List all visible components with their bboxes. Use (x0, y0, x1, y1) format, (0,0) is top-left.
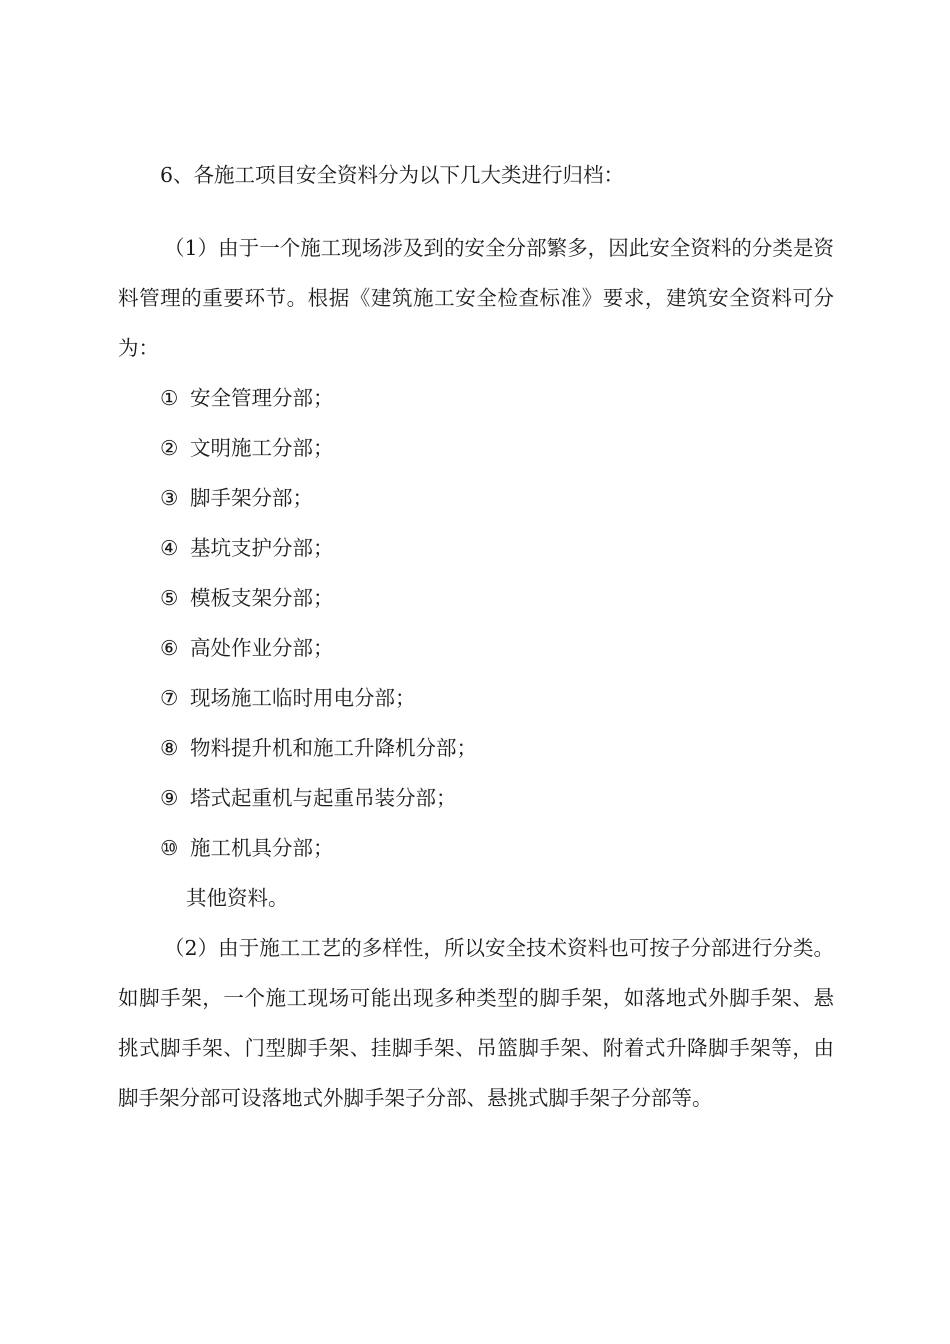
list-item-number: ⑩ (160, 836, 179, 860)
list-item-text: 基坑支护分部； (190, 536, 334, 560)
section-heading: 6、各施工项目安全资料分为以下几大类进行归档： (160, 163, 625, 187)
paragraph-2-text: （2）由于施工工艺的多样性，所以安全技术资料也可按子分部进行分类。如脚手架，一个施工现场可能出现多种类型的脚手架，如落地式外脚手架、悬挑式脚手架、门型脚手架、挂脚手架、吊篮脚手架、附着式升降脚手架等，由脚手架分部可设落地式外脚手架子分部、悬挑式脚手架子分部等。 (118, 936, 834, 1110)
list-item (160, 723, 477, 773)
paragraph-2 (118, 923, 834, 1123)
list-item-text: 塔式起重机与起重吊装分部； (190, 786, 457, 810)
list-item (160, 573, 477, 623)
list-item (160, 373, 477, 423)
list-item-number: ③ (160, 486, 179, 510)
list-item (160, 473, 477, 523)
paragraph-1-text: （1）由于一个施工现场涉及到的安全分部繁多，因此安全资料的分类是资料管理的重要环节。根据《建筑施工安全检查标准》要求，建筑安全资料可分为： (118, 236, 834, 360)
list-item (160, 623, 477, 673)
other-materials: 其他资料。 (186, 886, 289, 910)
list-item (160, 673, 477, 723)
list-item-text: 安全管理分部； (190, 386, 334, 410)
list-item-number: ⑧ (160, 736, 179, 760)
list-item (160, 823, 477, 873)
list-item-text: 物料提升机和施工升降机分部； (190, 736, 477, 760)
list-item-number: ⑨ (160, 786, 179, 810)
list-item-text: 高处作业分部； (190, 636, 334, 660)
list-item (160, 423, 477, 473)
list-item (160, 523, 477, 573)
list-item-number: ① (160, 386, 179, 410)
list-item-number: ② (160, 436, 179, 460)
list-item-number: ④ (160, 536, 179, 560)
list-item-text: 模板支架分部； (190, 586, 334, 610)
list-item-number: ⑦ (160, 686, 179, 710)
list-item-text: 文明施工分部； (190, 436, 334, 460)
category-list (160, 373, 477, 873)
list-item-text: 施工机具分部； (190, 836, 334, 860)
list-item (160, 773, 477, 823)
list-item-text: 脚手架分部； (190, 486, 313, 510)
list-item-number: ⑤ (160, 586, 179, 610)
paragraph-1 (118, 223, 834, 373)
list-item-text: 现场施工临时用电分部； (190, 686, 416, 710)
list-item-number: ⑥ (160, 636, 179, 660)
